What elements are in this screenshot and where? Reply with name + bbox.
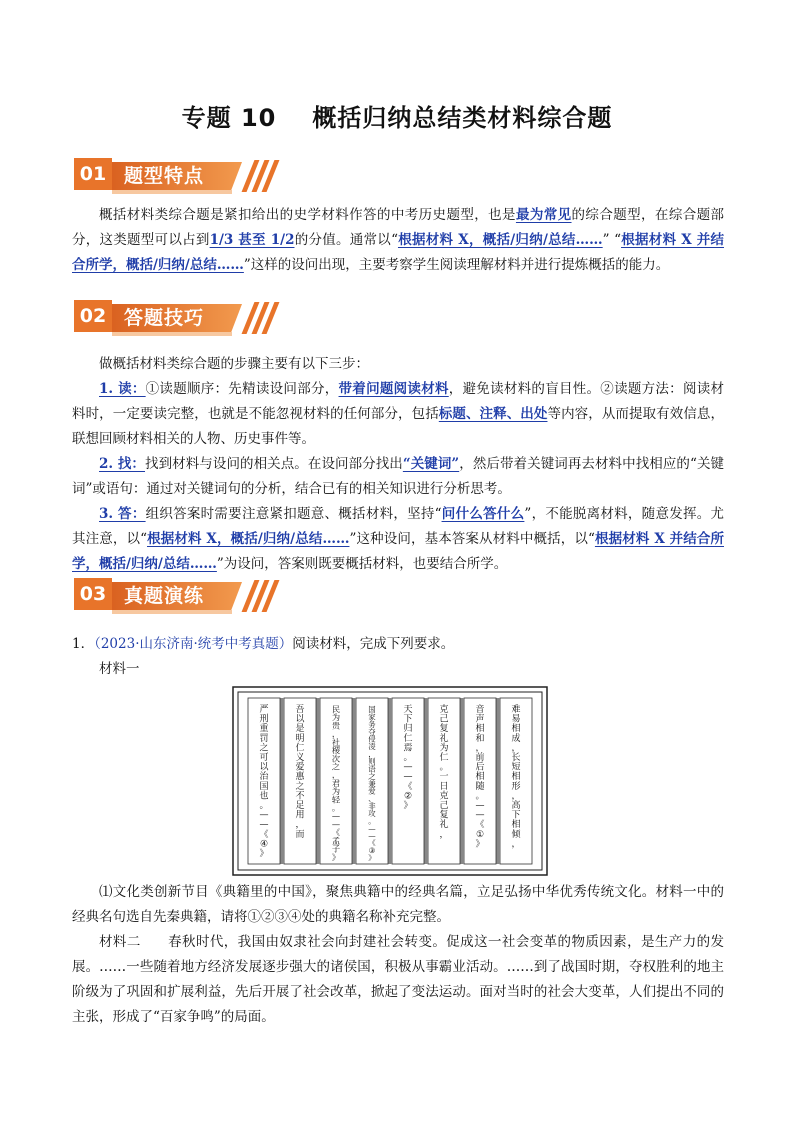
question-1: 1．（2023·山东济南·统考中考真题）阅读材料，完成下列要求。 bbox=[72, 636, 455, 652]
slip-separator bbox=[316, 698, 320, 864]
slash-decoration-icon bbox=[244, 580, 274, 612]
scroll-text-column: 民为贵，社稷次之，君为轻。— —《孟子》 bbox=[331, 704, 341, 862]
section-number: 03 bbox=[74, 578, 112, 610]
slash-decoration-icon bbox=[244, 302, 274, 334]
sub-question-1: ⑴文化类创新节目《典籍里的中国》，聚焦典籍中的经典名篇，立足弘扬中华优秀传统文化。材料一中的经典名句选自先秦典籍，请将①②③④处的典籍名称补充完整。 bbox=[72, 884, 724, 925]
slash-decoration-icon bbox=[244, 160, 274, 192]
section-label: 题型特点 bbox=[124, 165, 205, 187]
slip-separator bbox=[352, 698, 356, 864]
section1-paragraph: 概括材料类综合题是紧扣给出的史学材料作答的中考历史题型，也是最为常见的综合题型，在综合题部分，这类题型可以占到1/3 甚至 1/2的分值。通常以“根据材料 X，概括/归纳/总结……” “根据材料 X 并结合所学，概括/归纳/总结……”这样的设问出现，主要考察学生阅读理解材料并进行提炼概括的能力。 bbox=[72, 207, 725, 273]
scroll-text-column: 克己复礼为仁。一日克己复礼， bbox=[439, 705, 449, 840]
step2-paragraph: 2. 找：找到材料与设问的相关点。在设问部分找出“关键词”，然后带着关键词再去材料中找相应的“关键词”或语句：通过对关键词句的分析，结合已有的相关知识进行分析思考。 bbox=[72, 456, 725, 497]
scroll-text-column: 吾以是明仁义爱惠之不足用，而 bbox=[295, 705, 305, 840]
scroll-text-column: 严刑重罚之可以治国也。— —《 ④ 》 bbox=[259, 705, 269, 859]
slip-separator bbox=[424, 698, 428, 864]
section-number: 01 bbox=[74, 158, 112, 190]
section2-intro: 做概括材料类综合题的步骤主要有以下三步： bbox=[99, 356, 369, 372]
scroll-text-column: 音声相和，前后相随。— —《 ① 》 bbox=[475, 705, 485, 850]
scroll-text-column: 天下归仁焉。— —《 ② 》 bbox=[403, 705, 413, 811]
slip-separator bbox=[388, 698, 392, 864]
bamboo-scroll-figure bbox=[232, 686, 548, 876]
section-label: 真题演练 bbox=[124, 585, 205, 607]
scroll-text-column: 国家务夺侵凌，则语之兼爱、非攻。— —《 ③ 》 bbox=[368, 705, 376, 863]
slip-separator bbox=[496, 698, 500, 864]
section-number: 02 bbox=[74, 300, 112, 332]
section-header-03 bbox=[74, 576, 274, 616]
section-header-01 bbox=[74, 156, 274, 196]
step1-paragraph: 1. 读：①读题顺序：先精读设问部分，带着问题阅读材料，避免读材料的盲目性。②读题方法：阅读材料时，一定要读完整，也就是不能忽视材料的任何部分，包括标题、注释、出处等内容，从而提取有效信息，联想回顾材料相关的人物、历史事件等。 bbox=[72, 381, 725, 447]
step3-paragraph: 3. 答：组织答案时需要注意紧扣题意、概括材料，坚持“问什么答什么”，不能脱离材料，随意发挥。尤其注意，以“根据材料 X，概括/归纳/总结……”这种设问，基本答案从材料中概括，以“根据材料 X 并结合所学，概括/归纳/总结……”为设问，答案则既要概括材料，也要结合所学。 bbox=[72, 506, 725, 572]
page-title bbox=[0, 98, 794, 133]
slip-separator bbox=[460, 698, 464, 864]
material1-label: 材料一 bbox=[99, 661, 140, 677]
title-part2: 概括归纳总结类材料综合题 bbox=[312, 104, 613, 132]
section-label: 答题技巧 bbox=[124, 307, 205, 329]
scroll-text-column: 难易相成，长短相形，高下相倾， bbox=[511, 705, 521, 850]
section-header-02 bbox=[74, 298, 274, 338]
material2-paragraph: 材料二 春秋时代，我国由奴隶社会向封建社会转变。促成这一社会变革的物质因素，是生产力的发展。……一些随着地方经济发展逐步强大的诸侯国，积极从事霸业活动。……到了战国时期，夺权胜利的地主阶级为了巩固和扩展利益，先后开展了社会改革，掀起了变法运动。面对当时的社会大变革，人们提出不同的主张，形成了“百家争鸣”的局面。 bbox=[72, 934, 725, 1025]
title-part1: 专题 10 bbox=[181, 104, 277, 132]
slip-separator bbox=[280, 698, 284, 864]
